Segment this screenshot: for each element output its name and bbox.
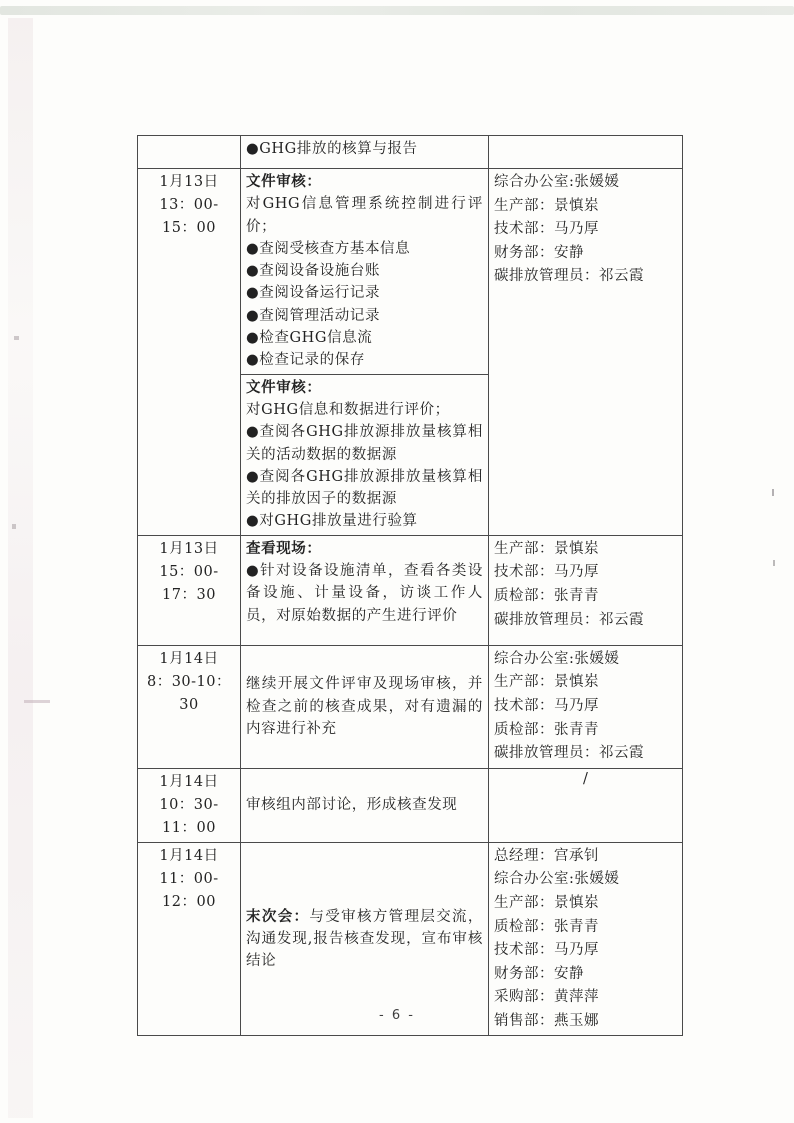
participants-cell-none: / bbox=[489, 768, 683, 842]
participant-line: 生产部：景慎岽 bbox=[494, 540, 599, 557]
activity-body: ●针对设备设施清单，查看各类设备设施、计量设备，访谈工作人员，对原始数据的产生进行评价 bbox=[246, 563, 483, 624]
participant-line: 综合办公室:张媛媛 bbox=[494, 174, 620, 190]
time-range: 10：30-11：00 bbox=[159, 796, 219, 836]
time-range: 11：00-12：00 bbox=[159, 870, 219, 910]
page-number: - 6 - bbox=[379, 1008, 415, 1023]
time-cell bbox=[138, 535, 241, 645]
time-range: 13：00-15：00 bbox=[159, 197, 219, 236]
scan-speck bbox=[772, 489, 774, 496]
time-range: 8：30-10：30 bbox=[146, 673, 232, 713]
participants-cell bbox=[489, 645, 683, 768]
participant-line: 生产部：景慎岽 bbox=[494, 894, 599, 911]
activity-cell bbox=[241, 136, 489, 169]
activity-cell bbox=[241, 645, 489, 768]
activity-cell bbox=[241, 842, 489, 1036]
time-cell-empty bbox=[138, 136, 241, 169]
activity-intro: 对GHG信息管理系统控制进行评价； bbox=[246, 196, 483, 235]
time-date: 1月14日 bbox=[159, 650, 219, 667]
participant-line: 总经理：宫承钊 bbox=[494, 847, 599, 864]
scan-speck bbox=[773, 560, 775, 566]
activity-bullet: ●查阅各GHG排放源排放量核算相关的活动数据的数据源 bbox=[246, 424, 483, 463]
scan-speck bbox=[14, 336, 19, 340]
activity-body-text: 与受审核方管理层交流，沟通发现,报告核查发现，宣布审核结论 bbox=[246, 908, 483, 970]
scan-artifact-left-strip bbox=[8, 18, 33, 1118]
schedule-row-jan13-site bbox=[138, 535, 683, 645]
scan-speck bbox=[24, 700, 50, 703]
activity-bullet: ●检查记录的保存 bbox=[246, 352, 365, 369]
participant-line: 碳排放管理员：祁云霞 bbox=[494, 745, 644, 762]
time-cell bbox=[138, 169, 241, 536]
participants-cell bbox=[489, 842, 683, 1036]
activity-bullet: ●查阅管理活动记录 bbox=[246, 307, 381, 324]
participant-line: 综合办公室:张媛媛 bbox=[494, 650, 620, 667]
time-date: 1月14日 bbox=[159, 773, 219, 790]
participants-cell bbox=[489, 535, 683, 645]
section-heading: 查看现场： bbox=[246, 539, 322, 557]
activity-cell bbox=[241, 374, 489, 535]
activity-bullet: ●查阅受核查方基本信息 bbox=[246, 240, 411, 257]
schedule-row-jan14-continue bbox=[138, 645, 683, 768]
schedule-row-carryover bbox=[138, 136, 683, 169]
participant-line: 碳排放管理员：祁云霞 bbox=[494, 268, 644, 285]
time-date: 1月14日 bbox=[159, 847, 219, 864]
participant-line: 综合办公室:张媛媛 bbox=[494, 871, 620, 888]
time-range: 15：00-17：30 bbox=[159, 563, 219, 603]
time-date: 1月13日 bbox=[159, 540, 219, 557]
activity-body: 审核组内部讨论，形成核查发现 bbox=[246, 797, 458, 814]
schedule-row-jan14-internal bbox=[138, 768, 683, 842]
participant-line: 销售部：燕玉娜 bbox=[494, 1012, 599, 1029]
schedule-row-jan13-pm bbox=[138, 169, 683, 375]
activity-bullet: ●检查GHG信息流 bbox=[246, 330, 373, 347]
time-cell bbox=[138, 768, 241, 842]
participant-line: 采购部：黄萍萍 bbox=[494, 989, 599, 1006]
scan-speck bbox=[12, 524, 16, 529]
participants-cell bbox=[489, 169, 683, 536]
activity-intro: 对GHG信息和数据进行评价； bbox=[246, 401, 450, 418]
participant-line: 技术部：马乃厚 bbox=[494, 564, 599, 581]
participant-line: 财务部：安静 bbox=[494, 965, 584, 982]
participant-line: 生产部：景慎岽 bbox=[494, 197, 599, 214]
activity-bullet: ●对GHG排放量进行验算 bbox=[246, 513, 418, 530]
activity-cell bbox=[241, 535, 489, 645]
section-heading: 文件审核： bbox=[246, 173, 322, 190]
participant-line: 质检部：张青青 bbox=[494, 918, 599, 935]
time-cell bbox=[138, 842, 241, 1036]
participant-line: 质检部：张青青 bbox=[494, 721, 599, 738]
activity-body: 继续开展文件评审及现场审核，并检查之前的核查成果，对有遗漏的内容进行补充 bbox=[246, 676, 483, 737]
participant-line: 碳排放管理员：祁云霞 bbox=[494, 611, 644, 628]
activity-body bbox=[246, 906, 483, 973]
participant-line: 技术部：马乃厚 bbox=[494, 697, 599, 714]
participants-cell-empty bbox=[489, 136, 683, 169]
scan-artifact-top-band bbox=[0, 6, 794, 15]
activity-bullet: ●查阅各GHG排放源排放量核算相关的排放因子的数据源 bbox=[246, 468, 483, 508]
audit-schedule-table bbox=[137, 135, 683, 1036]
section-heading: 末次会： bbox=[246, 907, 310, 925]
participant-line: 生产部：景慎岽 bbox=[494, 674, 599, 691]
activity-cell bbox=[241, 169, 489, 375]
time-cell bbox=[138, 645, 241, 768]
section-heading: 文件审核： bbox=[246, 378, 322, 396]
participant-line: 技术部：马乃厚 bbox=[494, 221, 599, 238]
schedule-row-jan14-closing bbox=[138, 842, 683, 1036]
time-date: 1月13日 bbox=[159, 174, 219, 190]
participant-line: 财务部：安静 bbox=[494, 244, 584, 261]
activity-line: ●GHG排放的核算与报告 bbox=[246, 141, 418, 157]
activity-cell bbox=[241, 768, 489, 842]
activity-bullet: ●查阅设备设施台账 bbox=[246, 263, 381, 280]
activity-bullet: ●查阅设备运行记录 bbox=[246, 285, 381, 302]
participant-line: 质检部：张青青 bbox=[494, 587, 599, 604]
participant-line: 技术部：马乃厚 bbox=[494, 942, 599, 959]
